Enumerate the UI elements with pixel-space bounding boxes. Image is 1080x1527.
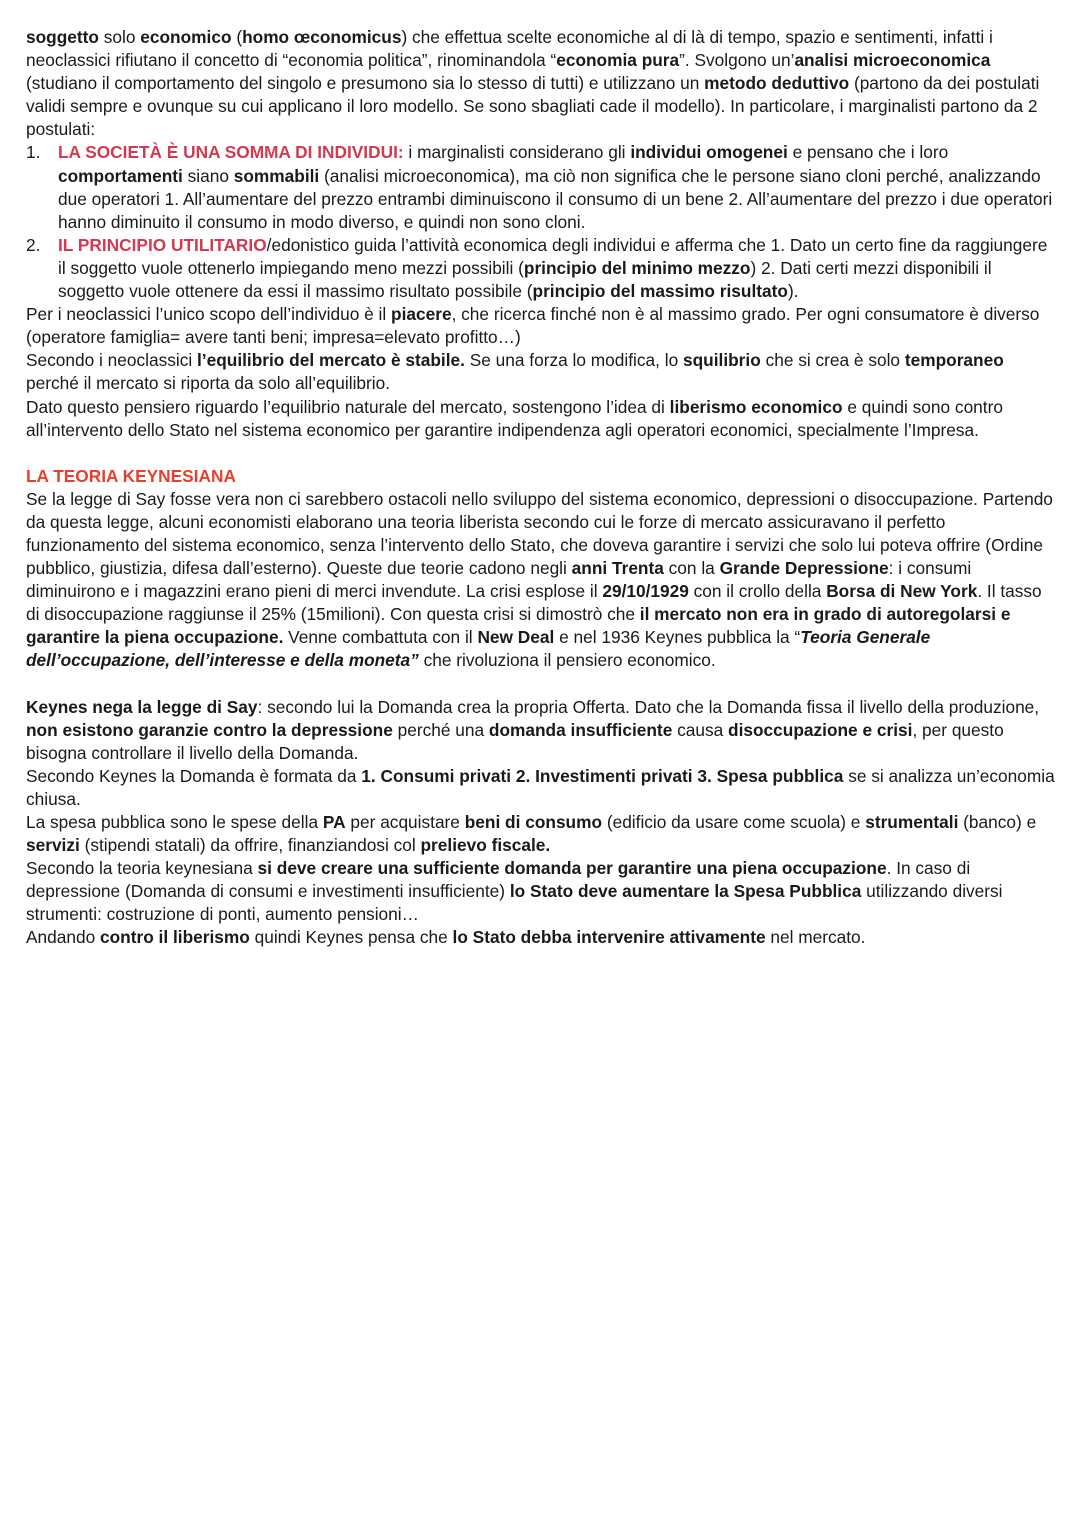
text-run: (studiano il comportamento del singolo e presumono sia lo stesso di tutti) e utilizzano un: [26, 73, 705, 94]
text-run: Per i neoclassici l’unico scopo dell’individuo è il: [26, 304, 392, 325]
text-run: , per questo bisogna controllare il livello della Domanda.: [26, 719, 1004, 763]
red-label-text: LA SOCIETÀ È UNA SOMMA DI INDIVIDUI:: [58, 142, 404, 163]
text-run: ) che effettua scelte economiche al di là di tempo, spazio e sentimenti, infatti i neoclassici rifiutano il concetto di “economia politica”, rinominandola “: [26, 27, 993, 71]
bold-text: ”: [410, 650, 419, 671]
text-run: nel mercato.: [765, 927, 866, 948]
document-page: [26, 26, 1056, 950]
paragraph-domanda: [26, 765, 1056, 811]
text-run: perché una: [392, 719, 489, 740]
paragraph-contro-liberismo: [26, 926, 1056, 949]
paragraph-equilibrio: [26, 349, 1056, 395]
list-number: 1.: [26, 142, 41, 163]
text-run: . Il tasso di disoccupazione raggiunse il 25% (15milioni). Con questa crisi si dimostrò che: [26, 581, 1042, 625]
paragraph-keynes-nega: [26, 696, 1056, 765]
bold-text: sommabili: [233, 165, 320, 186]
bold-text: Teoria Generale dell’occupazione, dell’interesse e della moneta: [26, 627, 931, 671]
bold-text: temporaneo: [904, 350, 1004, 371]
postulato-item: [26, 141, 1056, 233]
text-run: Dato questo pensiero riguardo l’equilibrio naturale del mercato, sostengono l’idea di: [26, 396, 670, 417]
text-run: (stipendi statali) da offrire, finanziandosi col: [79, 835, 421, 856]
bold-text: squilibrio: [683, 350, 761, 371]
text-run: con il crollo della: [688, 581, 827, 602]
text-run: Secondo la teoria keynesiana: [26, 858, 258, 879]
bold-text: servizi: [26, 835, 80, 856]
text-run: Se la legge di Say fosse vera non ci sarebbero ostacoli nello sviluppo del sistema economico, depressioni o disoccupazione. Partendo da questa legge, alcuni economisti elaborano una teoria liberista secondo cui le forze di mercato assicuravano il perfetto funzionamento del sistema economico, senza l’intervento dello Stato, che doveva garantire i servizi che solo lui poteva offrire (Ordine pubblico, giustizia, difesa dall’esterno). Queste due teorie cadono negli: [26, 488, 1053, 579]
text-run: e pensano che i loro: [787, 142, 949, 163]
paragraph-legge-say: [26, 488, 1056, 673]
text-run: con la: [663, 558, 720, 579]
text-run: perché il mercato si riporta da solo all’equilibrio.: [26, 373, 391, 394]
bold-text: principio del minimo mezzo: [523, 257, 751, 278]
bold-text: New Deal: [477, 627, 555, 648]
paragraph-teoria-keynesiana: [26, 857, 1056, 926]
bold-text: individui omogenei: [630, 142, 788, 163]
text-run: , che ricerca finché non è al massimo grado. Per ogni consumatore è diverso (operatore famiglia= avere tanti beni; impresa=elevato profitto…): [26, 304, 1040, 348]
bold-text: economia pura: [556, 50, 680, 71]
bold-text: PA: [322, 812, 346, 832]
bold-text: domanda insufficiente: [488, 719, 673, 740]
bold-text: lo Stato deve aumentare la Spesa Pubblica: [509, 881, 862, 902]
bold-text: 29/10/1929: [602, 581, 689, 602]
postulato-text: [58, 142, 1052, 231]
bold-text: economico: [140, 27, 232, 47]
text-run: . In caso di depressione (Domanda di consumi e investimenti insufficiente): [26, 858, 971, 902]
postulato-item: [26, 234, 1056, 303]
text-run: Secondo Keynes la Domanda è formata da: [26, 765, 362, 786]
text-run: per acquistare: [345, 812, 465, 832]
list-number: 2.: [26, 234, 41, 255]
text-run: (partono da dei postulati validi sempre e ovunque su cui applicano il loro modello. Se sono sbagliati cade il modello). In particolare, i marginalisti partono da 2 postulati:: [26, 73, 1040, 140]
text-run: i marginalisti considerano gli: [403, 142, 631, 163]
text-run: : secondo lui la Domanda crea la propria Offerta. Dato che la Domanda fissa il livello della produzione,: [257, 696, 1040, 717]
bold-text: l’equilibrio del mercato è stabile.: [197, 350, 465, 371]
bold-text: anni Trenta: [571, 558, 664, 579]
text-run: Se una forza lo modifica, lo: [464, 350, 683, 371]
spacer: [26, 673, 1056, 696]
paragraph-spesa-pubblica: [26, 811, 1056, 857]
bold-text: homo œconomicus: [242, 27, 402, 47]
text-run: ).: [787, 281, 799, 302]
red-label-text: IL PRINCIPIO UTILITARIO: [58, 234, 267, 255]
text-run: che rivoluziona il pensiero economico.: [418, 650, 716, 671]
paragraph-liberismo: [26, 396, 1056, 442]
text-run: solo: [98, 27, 141, 47]
text-run: che si crea è solo: [760, 350, 905, 371]
bold-text: beni di consumo: [464, 812, 603, 832]
text-run: (edificio da usare come scuola) e: [602, 812, 866, 832]
text-run: Venne combattuta con il: [283, 627, 478, 648]
bold-text: non esistono garanzie contro la depressione: [26, 719, 393, 740]
bold-text: liberismo economico: [669, 396, 843, 417]
bold-text: contro il liberismo: [100, 927, 250, 948]
bold-text: Keynes nega la legge di Say: [26, 696, 258, 717]
bold-text: disoccupazione e crisi: [728, 719, 913, 740]
text-run: Secondo i neoclassici: [26, 350, 197, 371]
section-heading: LA TEORIA KEYNESIANA: [26, 465, 236, 486]
postulati-list: [26, 141, 1056, 303]
text-run: La spesa pubblica sono le spese della: [26, 812, 323, 832]
text-run: Andando: [26, 927, 100, 948]
spacer: [26, 442, 1056, 465]
text-run: quindi Keynes pensa che: [249, 927, 453, 948]
text-run: /edonistico guida l’attività economica degli individui e afferma che 1. Dato un certo fine da raggiungere il soggetto vuole ottenerlo impiegando meno mezzi possibili (: [58, 234, 1048, 278]
postulato-text: [58, 235, 1047, 301]
text-run: (analisi microeconomica), ma ciò non significa che le persone siano cloni perché, analizzando due operatori 1. All’aumentare del prezzo entrambi diminuiscono il consumo di un bene 2. All’aumentare del prezzo i due operatori hanno diminuito il consumo in modo diverso, e quindi non sono cloni.: [58, 165, 1053, 232]
text-run: causa: [672, 719, 729, 740]
bold-text: Grande Depressione: [719, 558, 889, 579]
bold-text: il mercato non era in grado di autoregolarsi e garantire la piena occupazione.: [26, 604, 1011, 648]
text-run: ) 2. Dati certi mezzi disponibili il soggetto vuole ottenere da essi il massimo risultato possibile (: [58, 257, 992, 302]
bold-text: principio del massimo risultato: [532, 281, 788, 302]
paragraph-homo-oeconomicus: [26, 26, 1056, 141]
bold-text: comportamenti: [58, 165, 183, 186]
bold-text: 1. Consumi privati 2. Investimenti privati 3. Spesa pubblica: [361, 765, 844, 786]
bold-text: analisi microeconomica: [794, 50, 991, 71]
text-run: : i consumi diminuirono e i magazzini erano pieni di merci invendute. La crisi esplose il: [26, 558, 972, 602]
bold-text: metodo deduttivo: [704, 73, 850, 94]
bold-text: soggetto: [26, 27, 99, 47]
text-run: siano: [182, 165, 234, 186]
bold-text: Borsa di New York: [826, 581, 978, 602]
paragraph-piacere: [26, 303, 1056, 349]
text-run: ”. Svolgono un’: [679, 50, 795, 71]
text-run: se si analizza un’economia chiusa.: [26, 765, 1055, 809]
bold-text: si deve creare una sufficiente domanda per garantire una piena occupazione: [257, 858, 887, 879]
text-run: (banco) e: [958, 812, 1037, 832]
text-run: e quindi sono contro all’intervento dello Stato nel sistema economico per garantire indipendenza agli operatori economici, specialmente l’Impresa.: [26, 396, 1003, 440]
bold-text: prelievo fiscale.: [420, 835, 551, 856]
text-run: utilizzando diversi strumenti: costruzione di ponti, aumento pensioni…: [26, 881, 1003, 925]
bold-text: lo Stato debba intervenire attivamente: [452, 927, 766, 948]
text-run: e nel 1936 Keynes pubblica la “: [554, 627, 801, 648]
bold-text: strumentali: [865, 812, 959, 832]
text-run: (: [231, 27, 243, 47]
bold-text: piacere: [391, 304, 452, 325]
